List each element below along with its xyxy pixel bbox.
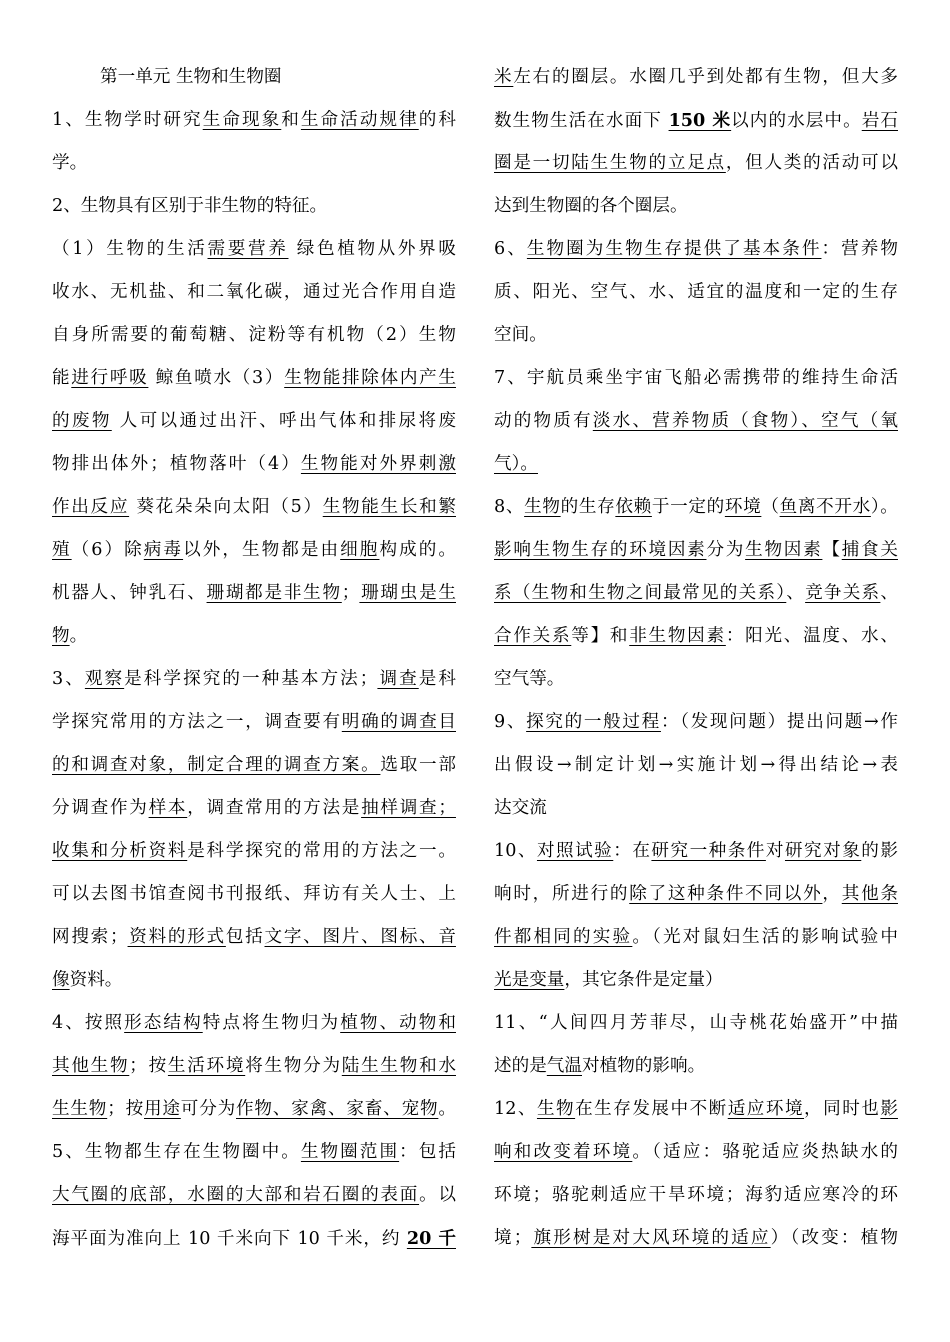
underlined-text: 除了这种条件不同以外 (629, 884, 823, 904)
text-span: 。 (438, 1099, 456, 1119)
left-text-line (52, 1174, 456, 1217)
text-span: ：在 (613, 841, 652, 861)
text-span: ：阳光、温度、水、 (725, 626, 898, 646)
text-span: ，同时也 (804, 1099, 881, 1119)
left-text-line (52, 443, 456, 486)
text-span: 的生存 (560, 497, 616, 517)
left-text-line (52, 1088, 456, 1131)
text-span: 出假设→制定计划→实施计划→得出结论→表 (494, 755, 898, 775)
text-span: ；按 (129, 1056, 168, 1076)
right-text-line (494, 1002, 898, 1045)
text-span: ，但人类的活动可以 (725, 153, 898, 173)
underlined-text: 圈是一切陆生生物的立足点 (494, 153, 726, 173)
text-span: 于一定的 (651, 497, 725, 517)
underlined-text: 气）。 (494, 454, 538, 474)
text-span: 8、 (494, 497, 525, 517)
text-span: 数生物生活在水面下 (494, 111, 669, 131)
right-text-line (494, 271, 898, 314)
text-span: 是科 (418, 669, 456, 689)
underlined-text: 用途 (144, 1099, 181, 1119)
right-text-line (494, 658, 898, 701)
right-text-line (494, 357, 898, 400)
text-span: 达到生物圈的各个圈层。 (494, 196, 688, 216)
text-span: 等】和 (571, 626, 630, 646)
left-text-line (52, 1045, 456, 1088)
text-span: 、 (880, 583, 898, 603)
right-text-line (494, 701, 898, 744)
underlined-text: 生物圈为生物生存提供了基本条件 (526, 239, 822, 259)
text-span: 境； (494, 1228, 532, 1248)
right-text-line (494, 572, 898, 615)
text-span: 学。 (52, 153, 88, 173)
underlined-text: 的废物 (52, 411, 112, 431)
text-span: 12、 (494, 1099, 537, 1119)
underlined-text: 响和改变着环境 (494, 1142, 633, 1162)
text-span: 是科学探究的一种基本方法； (124, 669, 378, 689)
text-span: 质、阳光、空气、水、适宜的温度和一定的生存 (494, 282, 898, 302)
left-text-line (52, 1131, 456, 1174)
text-span: 机器人、钟乳石、 (52, 583, 207, 603)
left-text-line (52, 1217, 456, 1260)
underlined-text: 的和调查对象，制定合理的调查方案。 (52, 755, 381, 775)
underlined-text: 竞争关系 (805, 583, 881, 603)
text-span: 第一单元 生物和生物圈 (100, 67, 282, 87)
text-span: 5、生物都生存在生物圈中。 (52, 1142, 301, 1162)
left-text-line (52, 529, 456, 572)
text-span: 对植物的影响。 (582, 1056, 706, 1076)
text-span: 【 (822, 540, 842, 560)
left-text-line (52, 142, 456, 185)
text-span: 包括 (225, 927, 265, 947)
underlined-text: 殖 (52, 540, 72, 560)
text-span: 可以去图书馆查阅书刊报纸、拜访有关人士、上 (52, 884, 456, 904)
text-span: 。（光对鼠妇生活的影响试验中 (632, 927, 898, 947)
underlined-text: 旗形树是对大风环境的适应 (531, 1228, 771, 1248)
text-span: 述的是 (494, 1056, 547, 1076)
text-span: 达交流 (494, 798, 547, 818)
right-text-line (494, 400, 898, 443)
text-span: 2、生物具有区别于非生物的特征。 (52, 196, 328, 216)
underlined-text: 适应环境 (727, 1099, 805, 1119)
text-span: 9、 (494, 712, 527, 732)
right-text-line (494, 443, 898, 486)
text-span: 左右的圈层。水圈几乎到处都有生物，但大多 (513, 67, 898, 87)
underlined-text: 影 (880, 1099, 898, 1119)
text-span: 的科 (418, 110, 456, 130)
right-text-line (494, 1045, 898, 1088)
text-span: ，调查常用的方法是 (187, 798, 362, 818)
underlined-text: 合作关系 (494, 626, 572, 646)
underlined-text: 生物能生长和繁 (322, 497, 456, 517)
underlined-text: 明确的调查目 (341, 712, 456, 732)
underlined-text: 件都相同的实验 (494, 927, 633, 947)
underlined-text: 资料的形式 (127, 927, 226, 947)
text-span: 和 (281, 110, 301, 130)
underlined-text: 鱼离不开水 (779, 497, 871, 517)
text-span: 葵花朵朵向太阳（5） (129, 497, 323, 517)
underlined-text: 捕食关 (841, 540, 898, 560)
right-text-line (494, 1088, 898, 1131)
text-span: 对 (765, 841, 785, 861)
right-text-line (494, 787, 898, 830)
underlined-text: 生命活动规律 (300, 110, 419, 130)
underlined-text: 像 (52, 970, 70, 990)
underlined-text: 气温 (546, 1056, 582, 1076)
underlined-text: 需要营养 (207, 239, 289, 259)
text-span: 在生存发展中不断 (575, 1099, 728, 1119)
text-span: 响时，所进行的 (494, 884, 630, 904)
underlined-text: 形态结构 (124, 1013, 203, 1033)
text-span: 选取一部 (380, 755, 456, 775)
left-text-line (52, 228, 456, 271)
underlined-text: 大气圈的底部，水圈的大部和岩石圈的表面 (52, 1185, 420, 1205)
right-text-line (494, 228, 898, 271)
underlined-text: 光是变量 (494, 970, 565, 990)
text-span: （1）生物的生活 (52, 239, 208, 259)
left-text-line (52, 314, 456, 357)
underlined-text: 研究一种条件 (651, 841, 766, 861)
underlined-text: 生物 (536, 1099, 576, 1119)
right-text-line (494, 99, 898, 142)
text-span: （ (761, 497, 780, 517)
text-span: 。（适应：骆驼适应炎热缺水的 (632, 1142, 898, 1162)
text-span: 绿色植物从外界吸 (288, 239, 456, 259)
left-text-line (52, 357, 456, 400)
left-text-line (52, 830, 456, 873)
text-span: 。以 (419, 1185, 456, 1205)
underlined-text: 岩石 (861, 111, 898, 131)
text-span: 10、 (494, 841, 537, 861)
text-span: 以外，生物都是由 (183, 540, 341, 560)
underlined-text: 植物、动物和 (340, 1013, 456, 1033)
underlined-text: 150 米 (668, 110, 732, 131)
text-span: 将生物分为 (245, 1056, 342, 1076)
text-span: ）。 (870, 497, 898, 517)
underlined-text: 观察 (84, 669, 125, 689)
underlined-text: 生命现象 (202, 110, 282, 130)
right-text-line (494, 916, 898, 959)
underlined-text: 作出反应 (52, 497, 130, 517)
underlined-text: 生物能排除体内产生 (284, 368, 456, 388)
underlined-text: 其他条 (841, 884, 898, 904)
text-span: 。 (69, 626, 88, 646)
right-text-line (494, 1174, 898, 1217)
left-text-line (52, 185, 456, 228)
underlined-text: 生活环境 (167, 1056, 246, 1076)
underlined-text: 收集和分析资料 (52, 841, 188, 861)
text-span: 空间。 (494, 325, 547, 345)
underlined-text: 物 (52, 626, 70, 646)
text-span: 的影 (861, 841, 898, 861)
underlined-text: 陆生生物和水 (341, 1056, 456, 1076)
left-text-line (52, 99, 456, 142)
text-span: 物排出体外；植物落叶（4） (52, 454, 301, 474)
text-span: 6、 (494, 239, 527, 259)
underlined-text: 探究的一般过程 (526, 712, 661, 732)
right-text-line (494, 615, 898, 658)
left-text-line (52, 486, 456, 529)
underlined-text: 米 (494, 67, 514, 87)
text-span: 构成的。 (379, 540, 456, 560)
underlined-text: 生物因素 (745, 540, 823, 560)
text-span: 4、按照 (52, 1013, 125, 1033)
text-span: 、 (786, 583, 806, 603)
underlined-text: 抽样调查； (361, 798, 456, 818)
text-span: 海平面为准向上 10 千米向下 10 千米，约 (52, 1229, 407, 1249)
right-text-line (494, 873, 898, 916)
text-span: ：营养物 (821, 239, 898, 259)
underlined-text: 20 千 (406, 1228, 456, 1249)
text-span: ：（发现问题）提出问题→作 (660, 712, 898, 732)
text-span: 环境；骆驼刺适应干旱环境；海豹适应寒冷的环 (494, 1185, 898, 1205)
left-text-line (52, 615, 456, 658)
underlined-text: 影响生物生存的环境因素 (494, 540, 707, 560)
underlined-text: 调查 (377, 669, 419, 689)
text-span: 分为 (706, 540, 746, 560)
text-span: 收水、无机盐、和二氧化碳，通过光合作用自造 (52, 282, 456, 302)
right-column (494, 56, 898, 1260)
left-text-line (52, 916, 456, 959)
underlined-text: 研究对象 (784, 841, 862, 861)
underlined-text: 淡水、营养物质（食物）、空气（氧 (592, 411, 898, 431)
right-text-line (494, 529, 898, 572)
right-text-line (494, 486, 898, 529)
text-span: （6）除 (71, 540, 144, 560)
text-span: 1、生物学时研究 (52, 110, 203, 130)
underlined-text: 文字、图片、图标、音 (264, 927, 456, 947)
text-span: ：包括 (399, 1142, 456, 1162)
text-span: 3、 (52, 669, 85, 689)
text-span: 特点将生物归为 (202, 1013, 341, 1033)
left-text-line (52, 701, 456, 744)
text-span: ）（改变：植物 (770, 1228, 898, 1248)
text-span: 以内的水层中。 (731, 111, 862, 131)
text-span: 11、“人间四月芳菲尽，山寺桃花始盛开”中描 (494, 1013, 898, 1033)
text-span: 网搜索； (52, 927, 128, 947)
left-text-line (52, 572, 456, 615)
underlined-text: 对照试验 (536, 841, 614, 861)
text-span: 动的物质有 (494, 411, 593, 431)
left-text-line (52, 658, 456, 701)
text-span: 空气等。 (494, 669, 565, 689)
underlined-text: 进行呼吸 (71, 368, 149, 388)
underlined-text: 生物 (524, 497, 561, 517)
underlined-text: 病毒 (143, 540, 184, 560)
left-text-line (52, 744, 456, 787)
right-text-line (494, 830, 898, 873)
underlined-text: 样本 (148, 798, 188, 818)
underlined-text: 生物能对外界刺激 (300, 454, 456, 474)
text-span: 7、宇航员乘坐宇宙飞船必需携带的维持生命活 (494, 368, 898, 388)
underlined-text: 作物、家禽、家畜、宠物 (236, 1099, 439, 1119)
underlined-text: 珊瑚都是非生物 (206, 583, 342, 603)
right-text-line (494, 1131, 898, 1174)
underlined-text: 非生物因素 (629, 626, 726, 646)
right-text-line (494, 1217, 898, 1260)
text-span: ； (341, 583, 360, 603)
left-text-line (52, 787, 456, 830)
left-text-line (52, 873, 456, 916)
text-span: 是科学探究的常用的方法之一。 (187, 841, 456, 861)
right-text-line (494, 56, 898, 99)
text-span: ， (822, 884, 842, 904)
text-span: 资料。 (69, 970, 123, 990)
text-span: 分调查作为 (52, 798, 149, 818)
underlined-text: 环境 (724, 497, 762, 517)
right-text-line (494, 314, 898, 357)
text-span: 学探究常用的方法之一，调查要有 (52, 712, 342, 732)
text-span: 鲸鱼喷水（3） (148, 368, 285, 388)
right-text-line (494, 142, 898, 185)
right-text-line (494, 959, 898, 1002)
left-text-line (52, 1002, 456, 1045)
left-text-line (52, 271, 456, 314)
text-span: 能 (52, 368, 72, 388)
left-text-line (52, 400, 456, 443)
underlined-text: 细胞 (340, 540, 380, 560)
underlined-text: 珊瑚虫是生 (359, 583, 456, 603)
text-span: 可分为 (180, 1099, 236, 1119)
text-span: ；按 (107, 1099, 144, 1119)
right-text-line (494, 185, 898, 228)
left-column (52, 56, 456, 1260)
text-span: ，其它条件是定量） (564, 970, 723, 990)
underlined-text: 系（生物和生物之间最常见的关系） (494, 583, 787, 603)
underlined-text: 其他生物 (52, 1056, 130, 1076)
underlined-text: 生生物 (52, 1099, 108, 1119)
text-span: 人可以通过出汗、呼出气体和排尿将废 (111, 411, 456, 431)
left-text-line (52, 56, 456, 99)
underlined-text: 依赖 (615, 497, 652, 517)
underlined-text: 生物圈范围 (300, 1142, 400, 1162)
text-span: 自身所需要的葡萄糖、淀粉等有机物（2）生物 (52, 325, 456, 345)
left-text-line (52, 959, 456, 1002)
right-text-line (494, 744, 898, 787)
